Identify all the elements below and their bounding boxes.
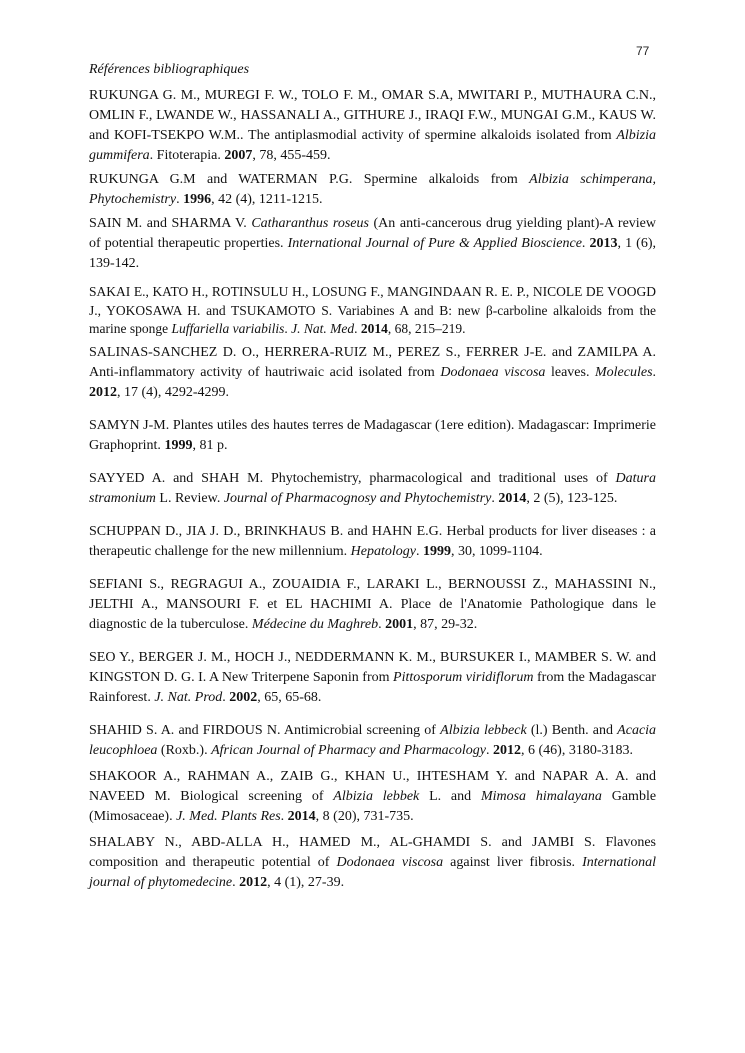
reference-entry <box>89 522 656 562</box>
ref-text: . <box>415 543 420 559</box>
ref-year: 2014 <box>498 490 527 506</box>
ref-species: Albizia lebbeck <box>440 722 527 738</box>
ref-authors: SEO Y., BERGER J. M., HOCH J., NEDDERMANN K. M., BURSUKER I., MAMBER S. W. and KINGSTON D. G. I. <box>89 649 656 685</box>
ref-year: 2012 <box>89 384 117 400</box>
section-heading: Références bibliographiques <box>89 62 250 77</box>
ref-authors: RUKUNGA G. M., MUREGI F. W., TOLO F. M., OMAR S.A, MWITARI P., MUTHAURA C.N., OMLIN F., LWANDE W., HASSANALI A., GITHURE J., IRAQI F.W., MUNGAI G.M., KAUS W. and KOFI-TSEKPO W.M.. <box>89 88 656 143</box>
reference-entry <box>89 86 656 166</box>
ref-volume-pages: , 65, 65-68. <box>257 689 322 705</box>
ref-species: Luffariella variabilis <box>171 321 285 336</box>
ref-journal: J. Nat. Med <box>291 321 355 336</box>
ref-text: Herbal products for liver diseases : a therapeutic challenge for the new millennium. <box>89 523 656 559</box>
ref-text: leaves. <box>550 364 590 380</box>
ref-volume-pages: , 8 (20), 731-735. <box>315 808 414 824</box>
reference-entry: SHAHID S. A. and FIRDOUS N. Antimicrobial screening of Albizia lebbeck (l.) Benth. and Acacia leucophloea (Roxb.). African Journal of Pharmacy and Pharmacology. 2012, 6 (46), 3180-3183. <box>89 722 657 758</box>
ref-text: Biological screening of <box>180 788 324 804</box>
ref-volume-pages: , 6 (46), 3180-3183. <box>521 742 633 758</box>
ref-journal: International journal of phytomedecine <box>89 854 656 890</box>
ref-authors: SHAKOOR A., RAHMAN A., ZAIB G., KHAN U., IHTESHAM Y. and NAPAR A. A. and NAVEED M. <box>89 768 656 804</box>
reference-entry: SAKAI E., KATO H., ROTINSULU H., LOSUNG F., MANGINDAAN R. E. P., NICOLE DE VOOGD J., YOKOSAWA H. and TSUKAMOTO S. Variabines A and B: new β-carboline alkaloids from the marine sponge Luffariella variabilis. J. Nat. Med. 2014, 68, 215–219. <box>89 284 656 336</box>
ref-text: L. Review. <box>159 490 221 506</box>
ref-year: 2012 <box>493 742 521 758</box>
ref-year: 2013 <box>589 236 618 251</box>
ref-text: against liver fibrosis. <box>450 854 576 870</box>
ref-text: (l.) Benth. and <box>530 722 614 738</box>
ref-species: Albizia schimperana, Phytochemistry <box>89 172 657 207</box>
ref-authors: SCHUPPAN D., JIA J. D., BRINKHAUS B. and HAHN E.G. <box>89 523 443 539</box>
ref-journal: International Journal of Pure & Applied Bioscience <box>287 236 582 251</box>
ref-volume-pages: , 2 (5), 123-125. <box>526 490 618 506</box>
ref-text: The antiplasmodial activity of spermine alkaloids isolated from <box>248 128 612 143</box>
ref-species: Albizia gummifera <box>89 128 656 163</box>
ref-journal: African Journal of Pharmacy and Pharmacology <box>211 742 486 758</box>
ref-volume-pages: , 1 (6), 139-142. <box>89 236 656 271</box>
ref-year: 2014 <box>287 808 316 824</box>
ref-text: Gamble (Mimosaceae). <box>89 788 657 824</box>
reference-list <box>89 86 656 893</box>
ref-volume-pages: , 87, 29-32. <box>413 616 478 632</box>
ref-journal: J. Nat. Prod <box>154 689 223 705</box>
ref-authors: SAIN M. and SHARMA V. <box>89 216 247 231</box>
ref-year: 1999 <box>422 543 451 559</box>
ref-authors: SEFIANI S., REGRAGUI A., ZOUAIDIA F., LARAKI L., BERNOUSSI Z., MAHASSINI N., JELTHI A., MANSOURI F. et EL HACHIMI A. <box>89 576 656 612</box>
ref-text: L. and <box>429 788 472 804</box>
page-number: 77 <box>636 44 650 58</box>
reference-entry <box>89 170 656 210</box>
ref-text: (Roxb.). <box>160 742 208 758</box>
ref-text: . Fitoterapia. <box>149 148 221 163</box>
ref-year: 1996 <box>183 192 212 207</box>
ref-year: 1999 <box>164 437 193 453</box>
reference-entry: SHALABY N., ABD-ALLA H., HAMED M., AL-GHAMDI S. and JAMBI S. Flavones composition and therapeutic potential of Dodonaea viscosa against liver fibrosis. International journal of phytomedecine. 2012, 4 (1), 27-39. <box>89 834 657 890</box>
ref-year: 2014 <box>360 321 388 336</box>
ref-text: Phytochemistry, pharmacological and traditional uses of <box>271 470 608 486</box>
ref-text: Antimicrobial screening of <box>283 722 436 738</box>
ref-species: Pittosporum viridiflorum <box>393 669 534 685</box>
ref-species: Dodonaea viscosa <box>336 854 444 870</box>
ref-journal: Journal of Pharmacognosy and Phytochemistry <box>223 490 492 506</box>
ref-year: 2001 <box>385 616 414 632</box>
ref-authors: SHALABY N., ABD-ALLA H., HAMED M., AL-GHAMDI S. and JAMBI S. <box>89 834 596 850</box>
ref-year: 2012 <box>239 874 268 890</box>
ref-authors: SAMYN J-M. <box>89 417 170 433</box>
ref-authors: SALINAS-SANCHEZ D. O., HERRERA-RUIZ M., PEREZ S., FERRER J-E. and ZAMILPA A. <box>89 344 656 360</box>
reference-entry: SEO Y., BERGER J. M., HOCH J., NEDDERMANN K. M., BURSUKER I., MAMBER S. W. and KINGSTON D. G. I. A New Triterpene Saponin from Pittosporum viridiflorum from the Madagascar Rainforest. J. Nat. Prod. 2002, 65, 65-68. <box>89 649 656 705</box>
ref-volume-pages: , 4 (1), 27-39. <box>267 874 345 890</box>
reference-entry: SAYYED A. and SHAH M. Phytochemistry, pharmacological and traditional uses of Datura stramonium L. Review. Journal of Pharmacognosy and Phytochemistry. 2014, 2 (5), 123-125. <box>89 470 656 506</box>
ref-authors: SAYYED A. and SHAH M. <box>89 470 264 486</box>
ref-volume-pages: , 68, 215–219. <box>387 321 466 336</box>
ref-authors: SHAHID S. A. and FIRDOUS N. <box>89 722 281 738</box>
ref-volume-pages: , 78, 455-459. <box>252 148 331 163</box>
ref-volume-pages: , 81 p. <box>192 437 228 453</box>
reference-entry <box>89 416 656 456</box>
ref-text: Plantes utiles des hautes terres de Madagascar (1ere edition). Madagascar: Imprimerie Graphoprint. <box>89 417 657 453</box>
ref-species: Acacia leucophloea <box>89 722 657 758</box>
ref-volume-pages: , 42 (4), 1211-1215. <box>211 192 323 207</box>
ref-year: 2002 <box>229 689 258 705</box>
ref-journal: J. Med. Plants Res <box>176 808 281 824</box>
ref-text: Flavones composition and therapeutic potential of <box>89 834 657 870</box>
ref-text: Anti-inflammatory activity of hautriwaic acid isolated from <box>89 364 435 380</box>
ref-text: . <box>378 616 382 632</box>
ref-year: 2007 <box>224 148 253 163</box>
ref-text: Place de l'Anatomie Pathologique dans le diagnostic de la tuberculose. <box>89 596 656 632</box>
reference-entry <box>89 575 656 635</box>
ref-text: from the Madagascar Rainforest. <box>89 669 656 705</box>
ref-journal: Médecine du Maghreb <box>251 616 379 632</box>
ref-text: Spermine alkaloids from <box>363 172 518 187</box>
ref-journal: Molecules <box>595 364 653 380</box>
ref-authors: RUKUNGA G.M and WATERMAN P.G. <box>89 172 353 187</box>
ref-text: Variabines A and B: new β-carboline alkaloids from the marine sponge <box>89 302 656 336</box>
ref-species: Mimosa himalayana <box>480 788 602 804</box>
ref-text: A New Triterpene Saponin from <box>209 669 390 685</box>
ref-volume-pages: , 30, 1099-1104. <box>450 543 543 559</box>
ref-species: Dodonaea viscosa <box>440 364 546 380</box>
reference-entry: SHAKOOR A., RAHMAN A., ZAIB G., KHAN U., IHTESHAM Y. and NAPAR A. A. and NAVEED M. Biological screening of Albizia lebbek L. and Mimosa himalayana Gamble (Mimosaceae). J. Med. Plants Res. 2014, 8 (20), 731-735. <box>89 768 657 824</box>
ref-species: Datura stramonium <box>89 470 656 506</box>
ref-authors: SAKAI E., KATO H., ROTINSULU H., LOSUNG F., MANGINDAAN R. E. P., NICOLE DE VOOGD J., YOKOSAWA H. and TSUKAMOTO S. <box>89 284 656 318</box>
ref-species: Catharanthus roseus <box>251 216 369 231</box>
ref-text: . <box>176 192 180 207</box>
ref-text: (An anti-cancerous drug yielding plant)-A review of potential therapeutic properties. <box>89 216 657 251</box>
ref-volume-pages: , 17 (4), 4292-4299. <box>117 384 229 400</box>
reference-entry: SALINAS-SANCHEZ D. O., HERRERA-RUIZ M., PEREZ S., FERRER J-E. and ZAMILPA A. Anti-inflammatory activity of hautriwaic acid isolated from Dodonaea viscosa leaves. Molecules. 2012, 17 (4), 4292-4299. <box>89 344 657 400</box>
reference-entry: SAIN M. and SHARMA V. Catharanthus roseus (An anti-cancerous drug yielding plant)-A review of potential therapeutic properties. International Journal of Pure & Applied Bioscience. 2013, 1 (6), 139-142. <box>89 216 657 271</box>
ref-species: Albizia lebbek <box>333 788 420 804</box>
ref-journal: Hepatology <box>350 543 416 559</box>
ref-text: . <box>284 321 288 336</box>
